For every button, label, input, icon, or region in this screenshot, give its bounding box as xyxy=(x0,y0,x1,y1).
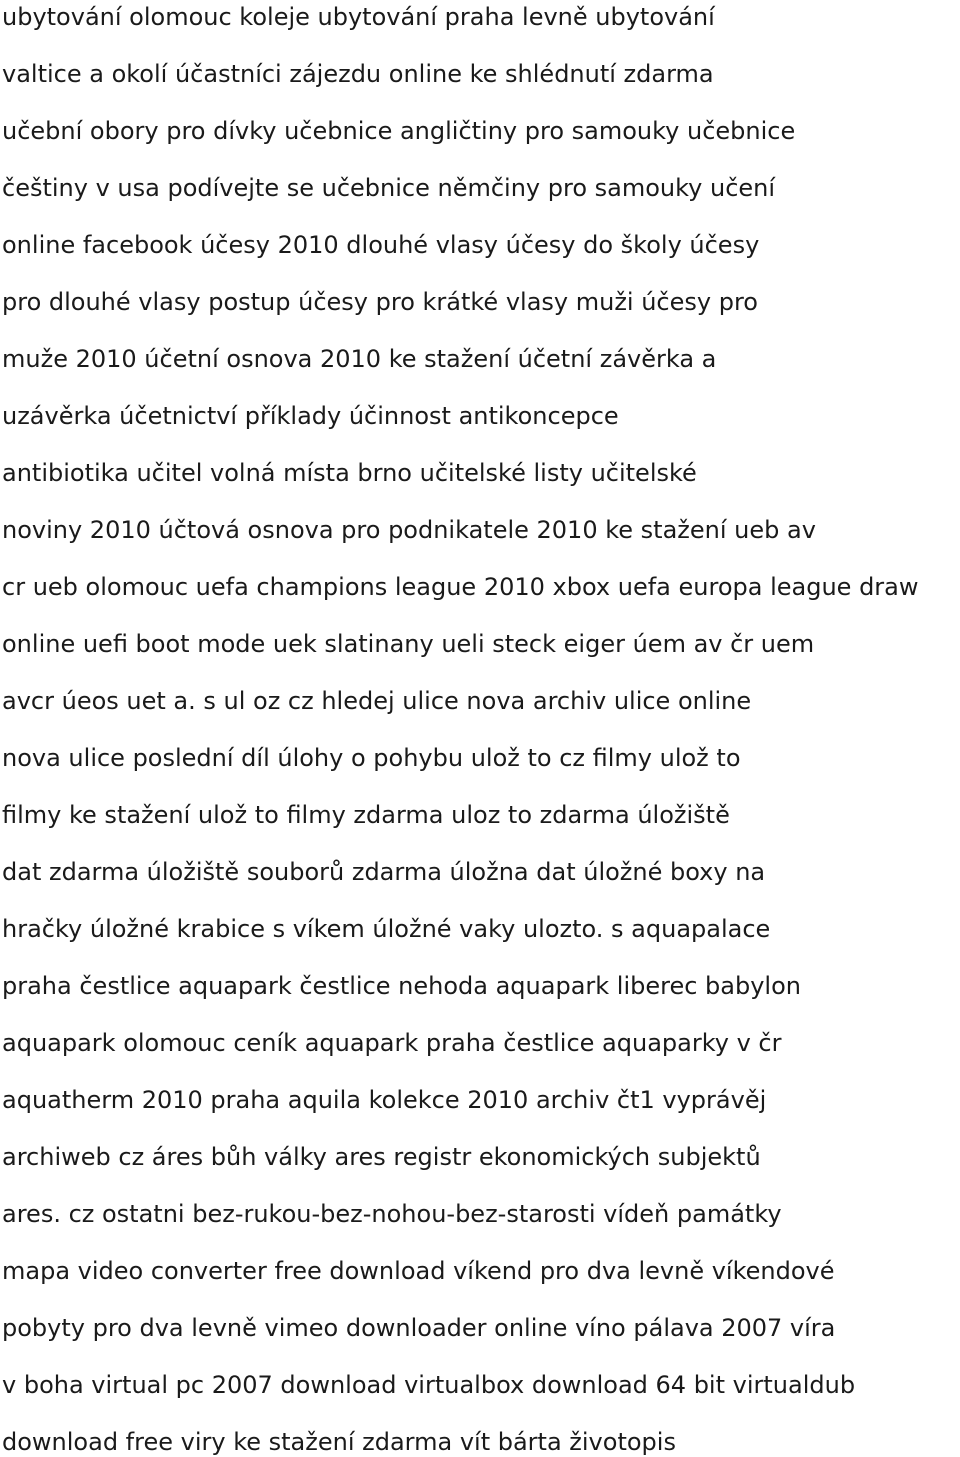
text-line: noviny 2010 účtová osnova pro podnikatele 2010 ke stažení ueb av xyxy=(2,516,816,544)
text-line: ares. cz ostatni bez-rukou-bez-nohou-bez-starosti vídeň památky xyxy=(2,1200,782,1228)
text-line: aquatherm 2010 praha aquila kolekce 2010 archiv čt1 vyprávěj xyxy=(2,1086,767,1114)
text-line: v boha virtual pc 2007 download virtualbox download 64 bit virtualdub xyxy=(2,1371,856,1399)
text-line: praha čestlice aquapark čestlice nehoda aquapark liberec babylon xyxy=(2,972,801,1000)
text-line: filmy ke stažení ulož to filmy zdarma uloz to zdarma úložiště xyxy=(2,801,730,829)
text-line: avcr úeos uet a. s ul oz cz hledej ulice nova archiv ulice online xyxy=(2,687,752,715)
text-line: online facebook účesy 2010 dlouhé vlasy účesy do školy účesy xyxy=(2,231,760,259)
text-line: uzávěrka účetnictví příklady účinnost antikoncepce xyxy=(2,402,619,430)
text-line: nova ulice poslední díl úlohy o pohybu ulož to cz filmy ulož to xyxy=(2,744,741,772)
text-line: mapa video converter free download víkend pro dva levně víkendové xyxy=(2,1257,835,1285)
text-line: pro dlouhé vlasy postup účesy pro krátké vlasy muži účesy pro xyxy=(2,288,758,316)
text-line: online uefi boot mode uek slatinany ueli steck eiger úem av čr uem xyxy=(2,630,815,658)
text-line: dat zdarma úložiště souborů zdarma úložna dat úložné boxy na xyxy=(2,858,766,886)
text-line: muže 2010 účetní osnova 2010 ke stažení účetní závěrka a xyxy=(2,345,717,373)
text-line: hračky úložné krabice s víkem úložné vaky ulozto. s aquapalace xyxy=(2,915,771,943)
text-line: češtiny v usa podívejte se učebnice němčiny pro samouky učení xyxy=(2,174,776,202)
text-line: cr ueb olomouc uefa champions league 2010 xbox uefa europa league draw xyxy=(2,573,919,601)
text-line: download free viry ke stažení zdarma vít bárta životopis xyxy=(2,1428,676,1456)
text-line: archiweb cz áres bůh války ares registr ekonomických subjektů xyxy=(2,1143,761,1171)
text-line: pobyty pro dva levně vimeo downloader online víno pálava 2007 víra xyxy=(2,1314,836,1342)
text-line: aquapark olomouc ceník aquapark praha čestlice aquaparky v čr xyxy=(2,1029,782,1057)
text-line: ubytování olomouc koleje ubytování praha levně ubytování xyxy=(2,3,715,31)
text-line: učební obory pro dívky učebnice angličtiny pro samouky učebnice xyxy=(2,117,796,145)
text-line: valtice a okolí účastníci zájezdu online ke shlédnutí zdarma xyxy=(2,60,714,88)
text-line: antibiotika učitel volná místa brno učitelské listy učitelské xyxy=(2,459,697,487)
